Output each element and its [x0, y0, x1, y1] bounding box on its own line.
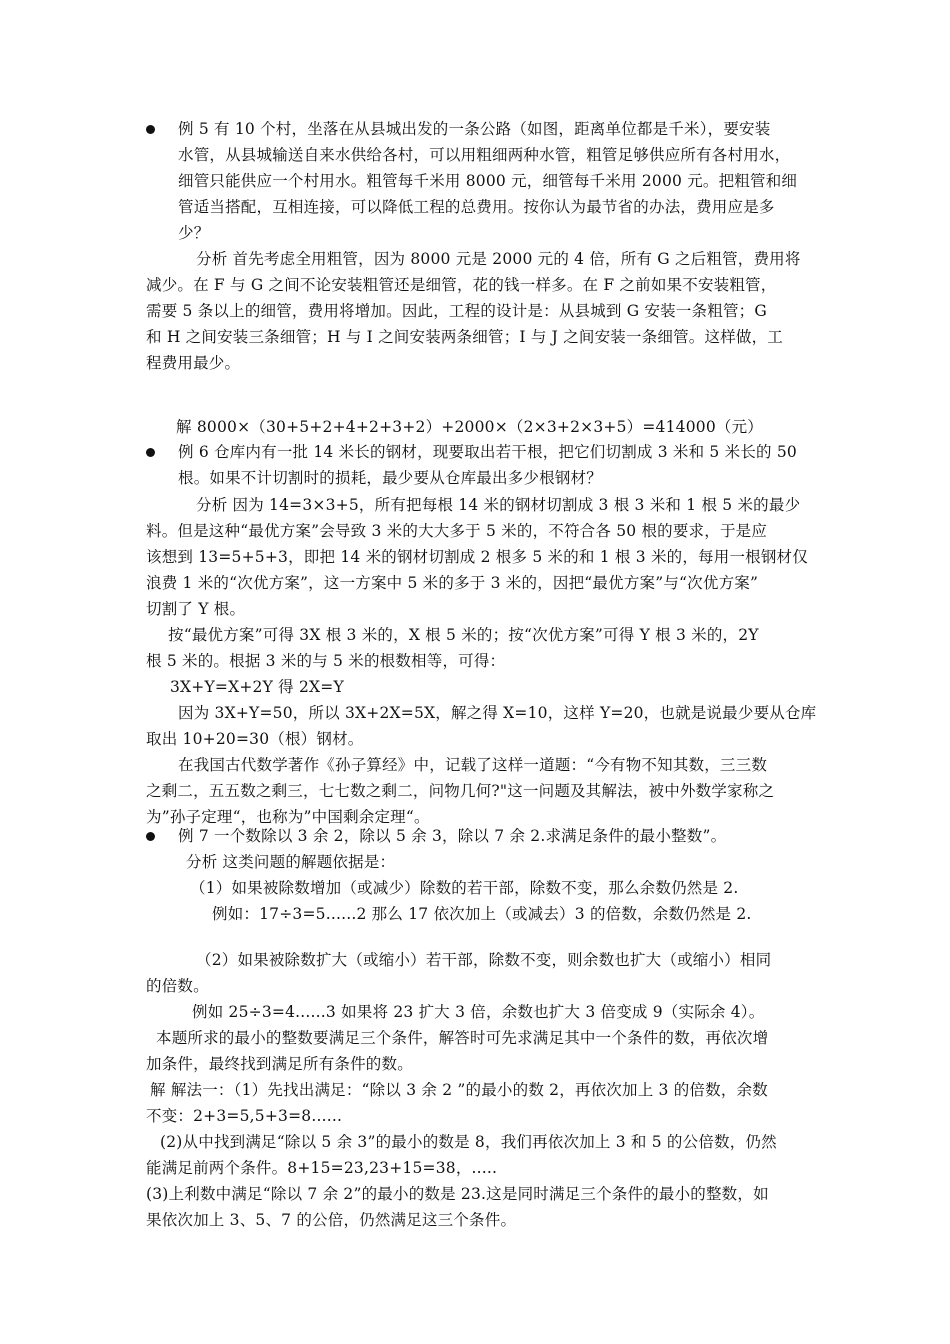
example-6-analysis: 该想到 13=5+5+3，即把 14 米的钢材切割成 2 根多 5 米的和 1 根 3 米的，每用一根钢材仅	[146, 548, 808, 566]
example-5-line: 管适当搭配，互相连接，可以降低工程的总费用。按你认为最节省的办法，费用应是多	[178, 198, 775, 216]
example-6-line: 例 6 仓库内有一批 14 米长的钢材，现要取出若干根，把它们切割成 3 米和 5 米长的 50	[178, 443, 797, 461]
history-line: 在我国古代数学著作《孙子算经》中，记载了这样一道题：“今有物不知其数，三三数	[178, 756, 768, 774]
example-5-analysis: 需要 5 条以上的细管，费用将增加。因此，工程的设计是：从县城到 G 安装一条粗管；G	[146, 302, 767, 320]
example-5-line: 细管只能供应一个村用水。粗管每千米用 8000 元，细管每千米用 2000 元。把粗管和细	[178, 172, 798, 190]
example-7-solution: (3)上利数中满足“除以 7 余 2”的最小的数是 23.这是同时满足三个条件的最小的整数，如	[146, 1185, 769, 1203]
example-6-analysis: 按“最优方案”可得 3X 根 3 米的，X 根 5 米的；按“次优方案”可得 Y 根 3 米的，2Y	[168, 626, 759, 644]
example-6-analysis: 浪费 1 米的“次优方案”，这一方案中 5 米的多于 3 米的，因把“最优方案”与“次优方案”	[146, 574, 759, 592]
example-5-analysis: 减少。在 F 与 G 之间不论安装粗管还是细管，花的钱一样多。在 F 之前如果不安装粗管，	[146, 276, 777, 294]
bullet-example-5	[146, 125, 155, 134]
example-5-analysis: 分析 首先考虑全用粗管，因为 8000 元是 2000 元的 4 倍，所有 G 之后粗管，费用将	[196, 250, 801, 268]
example-6-analysis: 因为 3X+Y=50，所以 3X+2X=5X，解之得 X=10，这样 Y=20，也就是说最少要从仓库	[178, 704, 817, 722]
bullet-example-7	[146, 832, 155, 841]
example-7-solution: (2)从中找到满足“除以 5 余 3”的最小的数是 8，我们再依次加上 3 和 5 的公倍数，仍然	[160, 1133, 777, 1151]
example-7-solution: 不变：2+3=5,5+3=8......	[146, 1107, 343, 1125]
history-line: 为”孙子定理“，也称为”中国剩余定理“。	[146, 808, 430, 826]
example-7-analysis: 分析 这类问题的解题依据是：	[186, 853, 396, 871]
example-7-analysis: 本题所求的最小的整数要满足三个条件，解答时可先求满足其中一个条件的数，再依次增	[156, 1029, 769, 1047]
example-7-analysis: （2）如果被除数扩大（或缩小）若干部，除数不变，则余数也扩大（或缩小）相同	[196, 951, 772, 969]
example-6-equation: 3X+Y=X+2Y 得 2X=Y	[170, 678, 344, 696]
example-7-solution: 能满足前两个条件。8+15=23,23+15=38，.....	[146, 1159, 498, 1177]
example-6-analysis: 根 5 米的。根据 3 米的与 5 米的根数相等，可得：	[146, 652, 506, 670]
example-6-line: 根。如果不计切割时的损耗，最少要从仓库最出多少根钢材？	[178, 469, 602, 487]
example-5-analysis: 程费用最少。	[146, 354, 241, 372]
example-5-line: 少？	[178, 224, 210, 242]
example-5-line: 水管，从县城输送自来水供给各村，可以用粗细两种水管，粗管足够供应所有各村用水，	[178, 146, 791, 164]
example-6-analysis: 料。但是这种“最优方案”会导致 3 米的大大多于 5 米的，不符合各 50 根的要求，于是应	[146, 522, 768, 540]
example-6-analysis: 切割了 Y 根。	[146, 600, 246, 618]
example-7-analysis: 例如 25÷3=4......3 如果将 23 扩大 3 倍，余数也扩大 3 倍变成 9（实际余 4）。	[192, 1003, 765, 1021]
example-5-line: 例 5 有 10 个村，坐落在从县城出发的一条公路（如图，距离单位都是千米），要安装	[178, 120, 771, 138]
example-7-analysis: 的倍数。	[146, 977, 209, 995]
example-7-analysis: 加条件，最终找到满足所有条件的数。	[146, 1055, 413, 1073]
example-5-solution: 解 8000×（30+5+2+4+2+3+2）+2000×（2×3+2×3+5）=414000（元）	[176, 418, 764, 436]
example-7-line: 例 7 一个数除以 3 余 2，除以 5 余 3，除以 7 余 2.求满足条件的最小整数”。	[178, 827, 727, 845]
bullet-example-6	[146, 448, 155, 457]
history-line: 之剩二，五五数之剩三，七七数之剩二，问物几何?"这一问题及其解法，被中外数学家称之	[146, 782, 775, 800]
example-5-analysis: 和 H 之间安装三条细管；H 与 I 之间安装两条细管；I 与 J 之间安装一条细管。这样做，工	[146, 328, 784, 346]
example-7-solution: 果依次加上 3、5、7 的公倍，仍然满足这三个条件。	[146, 1211, 517, 1229]
example-7-analysis: 例如：17÷3=5......2 那么 17 依次加上（或减去）3 的倍数，余数仍然是 2.	[212, 905, 752, 923]
example-6-analysis: 分析 因为 14=3×3+5，所有把每根 14 米的钢材切割成 3 根 3 米和 1 根 5 米的最少	[196, 496, 801, 514]
example-7-solution: 解 解法一：（1）先找出满足：“除以 3 余 2 ”的最小的数 2，再依次加上 3 的倍数，余数	[150, 1081, 768, 1099]
example-7-analysis: （1）如果被除数增加（或减少）除数的若干部，除数不变，那么余数仍然是 2.	[190, 879, 739, 897]
example-6-analysis: 取出 10+20=30（根）钢材。	[146, 730, 364, 748]
